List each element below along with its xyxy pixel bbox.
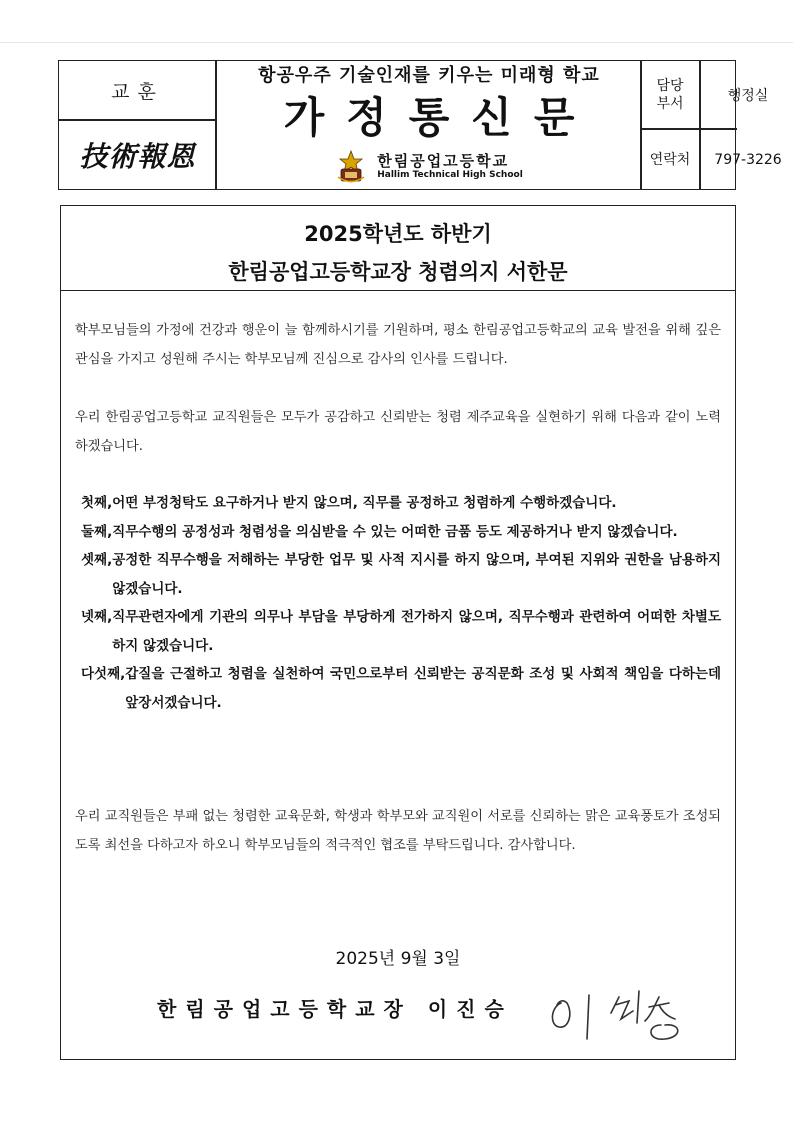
letter-title-line2: 한림공업고등학교장 청렴의지 서한문 bbox=[228, 260, 568, 284]
school-emblem-icon bbox=[335, 150, 367, 184]
pledge-number: 다섯째, bbox=[81, 666, 126, 682]
letter-title-area bbox=[61, 206, 735, 291]
newsletter-header bbox=[58, 60, 782, 190]
school-name-korean: 한림공업고등학교 bbox=[377, 152, 510, 170]
pledge-text: 공정한 직무수행을 저해하는 부당한 업무 및 사적 지시를 하지 않으며, 부여된 지위와 권한을 남용하지 않겠습니다. bbox=[112, 552, 721, 597]
signer-name: 한림공업고등학교장 이진승 bbox=[157, 997, 513, 1021]
letter-date: 2025년 9월 3일 bbox=[335, 949, 461, 969]
pledge-list bbox=[81, 489, 721, 717]
pledge-item bbox=[81, 660, 721, 717]
pledge-item bbox=[81, 603, 721, 660]
school-name-english: Hallim Technical High School bbox=[377, 170, 523, 180]
handwritten-signature bbox=[541, 983, 711, 1045]
pledge-text: 갑질을 근절하고 청렴을 실천하여 국민으로부터 신뢰받는 공직문화 조성 및 사회적 책임을 다하는데 앞장서겠습니다. bbox=[125, 666, 721, 711]
pledge-item bbox=[81, 518, 721, 547]
contact-value: 797-3226 bbox=[714, 151, 782, 168]
pledge-item bbox=[81, 489, 721, 518]
pledge-number: 둘째, bbox=[81, 523, 113, 540]
page-top-rule bbox=[0, 42, 793, 43]
pledge-text: 어떤 부정청탁도 요구하거나 받지 않으며, 직무를 공정하고 청렴하게 수행하겠습니다. bbox=[112, 495, 617, 511]
pledge-number: 첫째, bbox=[81, 495, 113, 511]
school-slogan: 항공우주 기술인재를 키우는 미래형 학교 bbox=[258, 65, 600, 86]
pledge-text: 직무수행의 공정성과 청렴성을 의심받을 수 있는 어떠한 금품 등도 제공하거나 받지 않겠습니다. bbox=[112, 523, 678, 540]
closing-paragraph: 우리 교직원들은 부패 없는 청렴한 교육문화, 학생과 학부모와 교직원이 서로를 신뢰하는 맑은 교육풍토가 조성되도록 최선을 다하고자 하오니 학부모님들의 적극적인 협조를 부탁드립니다. 감사합니다. bbox=[75, 809, 721, 853]
newsletter-title: 가정통신문 bbox=[283, 93, 597, 142]
contact-label: 연락처 bbox=[649, 151, 691, 168]
letter-title-line1: 2025학년도 하반기 bbox=[304, 222, 492, 246]
motto-label: 교훈 bbox=[111, 80, 164, 103]
letter-body bbox=[60, 205, 736, 1060]
intro-paragraph-2: 우리 한림공업고등학교 교직원들은 모두가 공감하고 신뢰받는 청렴 제주교육을 실현하기 위해 다음과 같이 노력하겠습니다. bbox=[75, 410, 721, 454]
school-identity bbox=[217, 145, 641, 189]
pledge-item bbox=[81, 546, 721, 603]
department-label: 담당 부서 bbox=[656, 77, 684, 112]
department-value: 행정실 bbox=[727, 87, 769, 104]
school-motto: 技術報恩 bbox=[79, 140, 196, 173]
intro-paragraph: 학부모님들의 가정에 건강과 행운이 늘 함께하시기를 기원하며, 평소 한림공업고등학교의 교육 발전을 위해 깊은 관심을 가지고 성원해 주시는 학부모님께 진심으로 감사의 인사를 드립니다. bbox=[75, 323, 721, 367]
pledge-number: 셋째, bbox=[81, 552, 113, 568]
pledge-text: 직무관련자에게 기관의 의무나 부담을 부당하게 전가하지 않으며, 직무수행과 관련하여 어떠한 차별도 하지 않겠습니다. bbox=[112, 609, 721, 654]
pledge-number: 넷째, bbox=[81, 609, 113, 625]
